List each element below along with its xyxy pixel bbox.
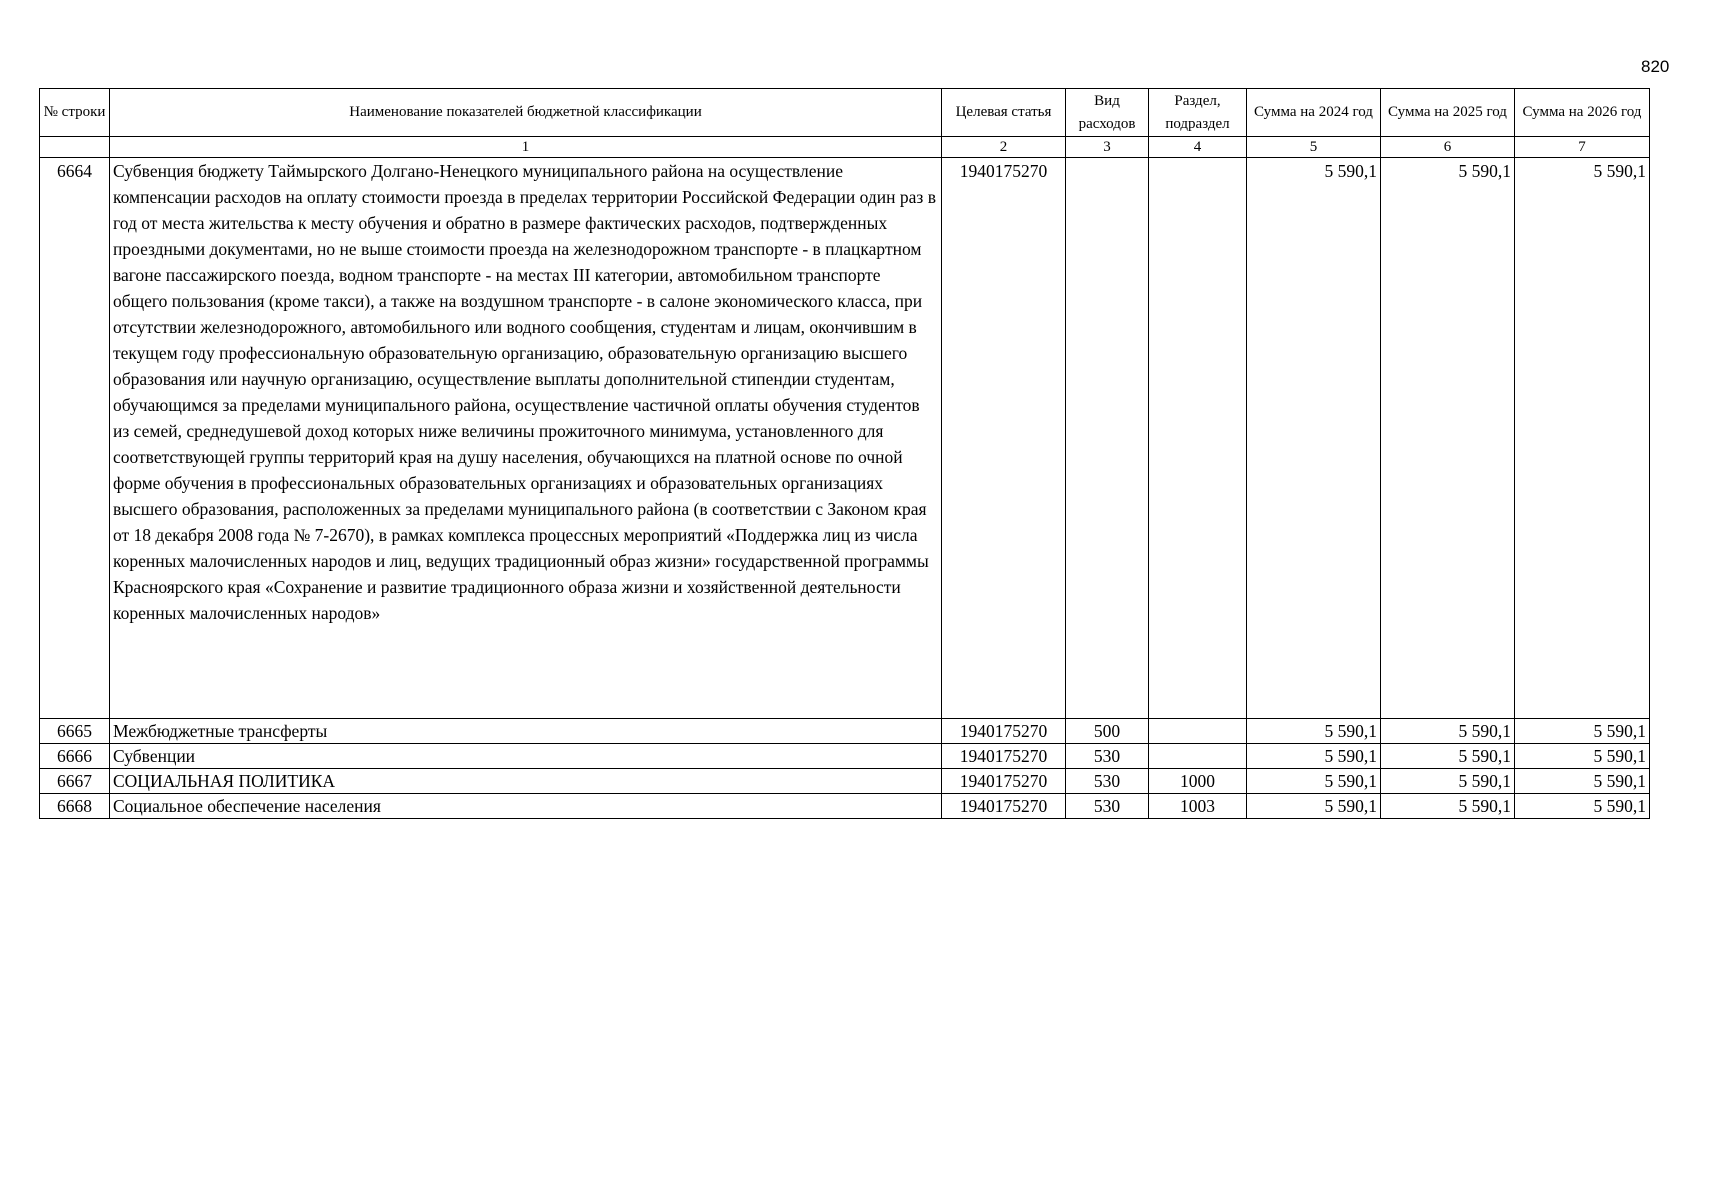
row-number: 6665 (40, 719, 110, 744)
table-row (40, 719, 1650, 744)
budget-table (39, 88, 1650, 819)
row-sum-2026: 5 590,1 (1515, 158, 1650, 719)
row-sum-2026: 5 590,1 (1515, 744, 1650, 769)
row-target: 1940175270 (942, 158, 1066, 719)
column-number: 2 (942, 137, 1066, 158)
header-sum-2025: Сумма на 2025 год (1381, 89, 1515, 137)
row-target: 1940175270 (942, 769, 1066, 794)
row-target: 1940175270 (942, 744, 1066, 769)
row-exp-type: 530 (1066, 744, 1149, 769)
header-row (40, 89, 1650, 137)
column-number: 4 (1149, 137, 1247, 158)
header-name: Наименование показателей бюджетной классификации (110, 89, 942, 137)
column-number: 6 (1381, 137, 1515, 158)
row-sum-2024: 5 590,1 (1247, 744, 1381, 769)
header-row-no: № строки (40, 89, 110, 137)
row-section (1149, 158, 1247, 719)
row-exp-type: 530 (1066, 794, 1149, 819)
row-sum-2024: 5 590,1 (1247, 719, 1381, 744)
row-exp-type: 530 (1066, 769, 1149, 794)
table-row (40, 769, 1650, 794)
header-sum-2026: Сумма на 2026 год (1515, 89, 1650, 137)
row-section (1149, 719, 1247, 744)
header-section: Раздел, подраздел (1149, 89, 1247, 137)
row-sum-2024: 5 590,1 (1247, 794, 1381, 819)
row-section (1149, 744, 1247, 769)
row-sum-2026: 5 590,1 (1515, 794, 1650, 819)
header-target: Целевая статья (942, 89, 1066, 137)
row-number: 6664 (40, 158, 110, 719)
row-exp-type (1066, 158, 1149, 719)
row-number: 6668 (40, 794, 110, 819)
row-sum-2025: 5 590,1 (1381, 794, 1515, 819)
column-number: 7 (1515, 137, 1650, 158)
row-name: Межбюджетные трансферты (110, 719, 942, 744)
row-name: Субвенции (110, 744, 942, 769)
header-exp-type: Вид расходов (1066, 89, 1149, 137)
row-name: Субвенция бюджету Таймырского Долгано-Ненецкого муниципального района на осуществление компенсации расходов на оплату стоимости проезда в пределах территории Российской Федерации один раз в год от места жительства к месту обучения и обратно в размере фактических расходов, подтвержденных проездными документами, но не выше стоимости проезда на железнодорожном транспорте - в плацкартном вагоне пассажирского поезда, водном транспорте - на местах III категории, автомобильном транспорте общего пользования (кроме такси), а также на воздушном транспорте - в салоне экономического класса, при отсутствии железнодорожного, автомобильного или водного сообщения, студентам и лицам, окончившим в текущем году профессиональную образовательную организацию, образовательную организацию высшего образования или научную организацию, осуществление выплаты дополнительной стипендии студентам, обучающимся за пределами муниципального района, осуществление частичной оплаты обучения студентов из семей, среднедушевой доход которых ниже величины прожиточного минимума, установленного для соответствующей группы территорий края на душу населения, обучающихся на платной основе по очной форме обучения в профессиональных образовательных организациях и образовательных организациях высшего образования, расположенных за пределами муниципального района (в соответствии с Законом края от 18 декабря 2008 года № 7-2670), в рамках комплекса процессных мероприятий «Поддержка лиц из числа коренных малочисленных народов и лиц, ведущих традиционный образ жизни» государственной программы Красноярского края «Сохранение и развитие традиционного образа жизни и хозяйственной деятельности коренных малочисленных народов» (110, 158, 942, 719)
column-number (40, 137, 110, 158)
page-number: 820 (1641, 57, 1670, 76)
row-target: 1940175270 (942, 719, 1066, 744)
table-row (40, 158, 1650, 719)
row-number: 6666 (40, 744, 110, 769)
column-number: 5 (1247, 137, 1381, 158)
table-row (40, 794, 1650, 819)
row-sum-2024: 5 590,1 (1247, 158, 1381, 719)
row-name: Социальное обеспечение населения (110, 794, 942, 819)
row-sum-2026: 5 590,1 (1515, 769, 1650, 794)
row-sum-2024: 5 590,1 (1247, 769, 1381, 794)
column-number-row (40, 137, 1650, 158)
row-name: СОЦИАЛЬНАЯ ПОЛИТИКА (110, 769, 942, 794)
row-number: 6667 (40, 769, 110, 794)
header-sum-2024: Сумма на 2024 год (1247, 89, 1381, 137)
row-section: 1000 (1149, 769, 1247, 794)
row-sum-2025: 5 590,1 (1381, 158, 1515, 719)
row-sum-2025: 5 590,1 (1381, 719, 1515, 744)
column-number: 1 (110, 137, 942, 158)
column-number: 3 (1066, 137, 1149, 158)
row-sum-2026: 5 590,1 (1515, 719, 1650, 744)
row-target: 1940175270 (942, 794, 1066, 819)
row-sum-2025: 5 590,1 (1381, 769, 1515, 794)
table-row (40, 744, 1650, 769)
row-section: 1003 (1149, 794, 1247, 819)
row-exp-type: 500 (1066, 719, 1149, 744)
row-sum-2025: 5 590,1 (1381, 744, 1515, 769)
